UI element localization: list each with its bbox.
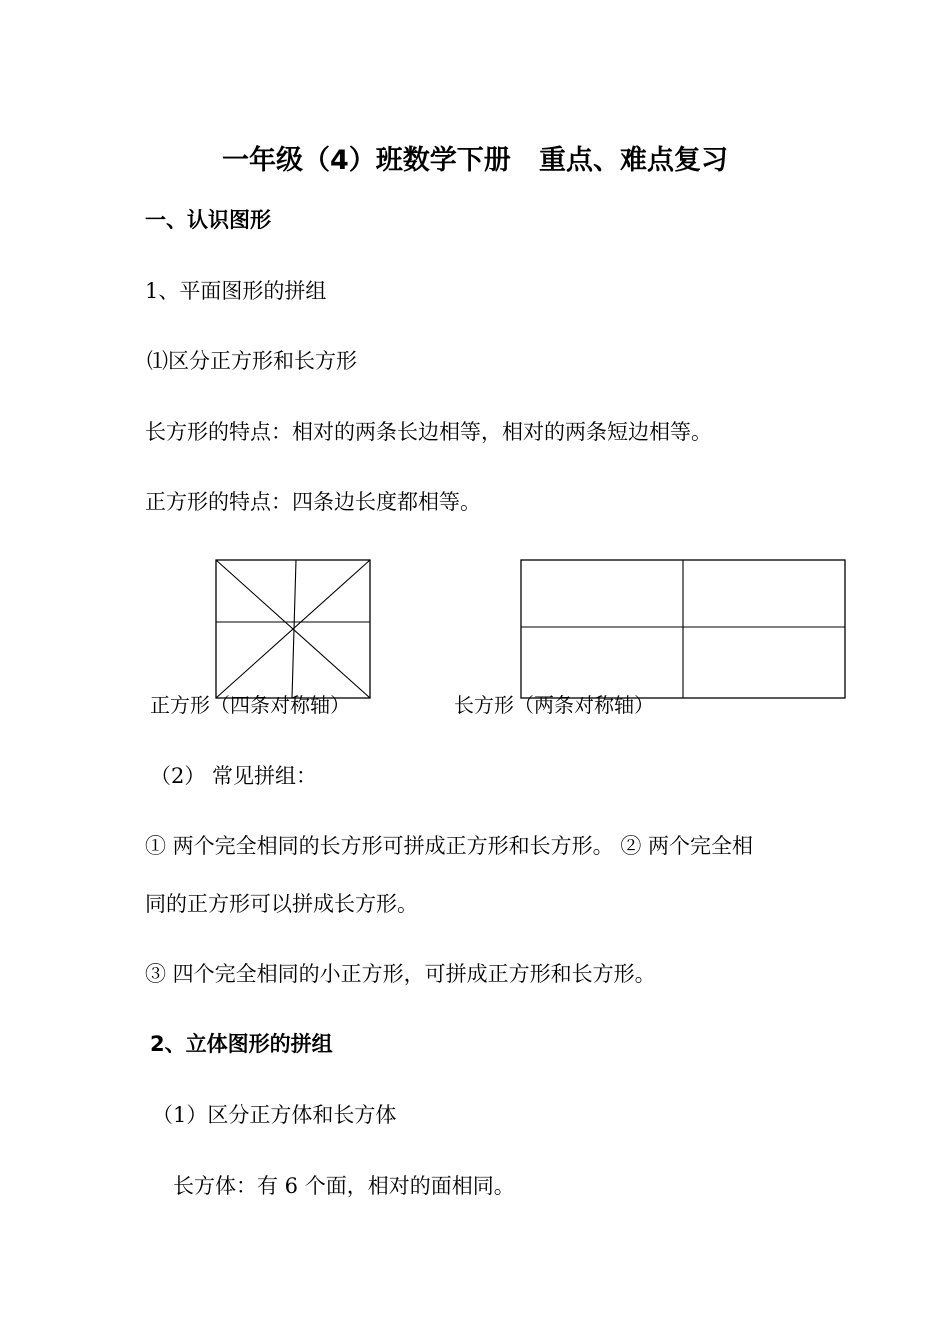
square-caption: 正方形（四条对称轴） bbox=[150, 693, 350, 717]
combination-1-line-2: 同的正方形可以拼成长方形。 bbox=[145, 892, 418, 916]
square-feature-text: 正方形的特点：四条边长度都相等。 bbox=[145, 490, 481, 514]
square-symmetry-figure bbox=[215, 559, 372, 700]
section-heading-recognize-shapes: 一、认识图形 bbox=[145, 208, 271, 232]
item-common-combinations: （2） 常见拼组： bbox=[150, 764, 318, 788]
subsection-heading-plane-shapes: 1、平面图形的拼组 bbox=[145, 279, 327, 303]
rectangle-symmetry-figure bbox=[520, 559, 847, 700]
rectangle-feature-text: 长方形的特点：相对的两条长边相等，相对的两条短边相等。 bbox=[145, 420, 712, 444]
cuboid-feature-text: 长方体：有 6 个面，相对的面相同。 bbox=[173, 1174, 515, 1198]
combination-1-line-1: ① 两个完全相同的长方形可拼成正方形和长方形。 ② 两个完全相 bbox=[145, 834, 754, 858]
item-distinguish-cube-cuboid: （1）区分正方体和长方体 bbox=[152, 1103, 397, 1127]
subsection-heading-solid-shapes: 2、立体图形的拼组 bbox=[150, 1032, 333, 1056]
combination-3: ③ 四个完全相同的小正方形，可拼成正方形和长方形。 bbox=[145, 962, 656, 986]
page-title: 一年级（4）班数学下册 重点、难点复习 bbox=[222, 145, 728, 176]
item-distinguish-square-rectangle: ⑴区分正方形和长方形 bbox=[147, 349, 357, 373]
rectangle-caption: 长方形（两条对称轴） bbox=[454, 693, 654, 717]
